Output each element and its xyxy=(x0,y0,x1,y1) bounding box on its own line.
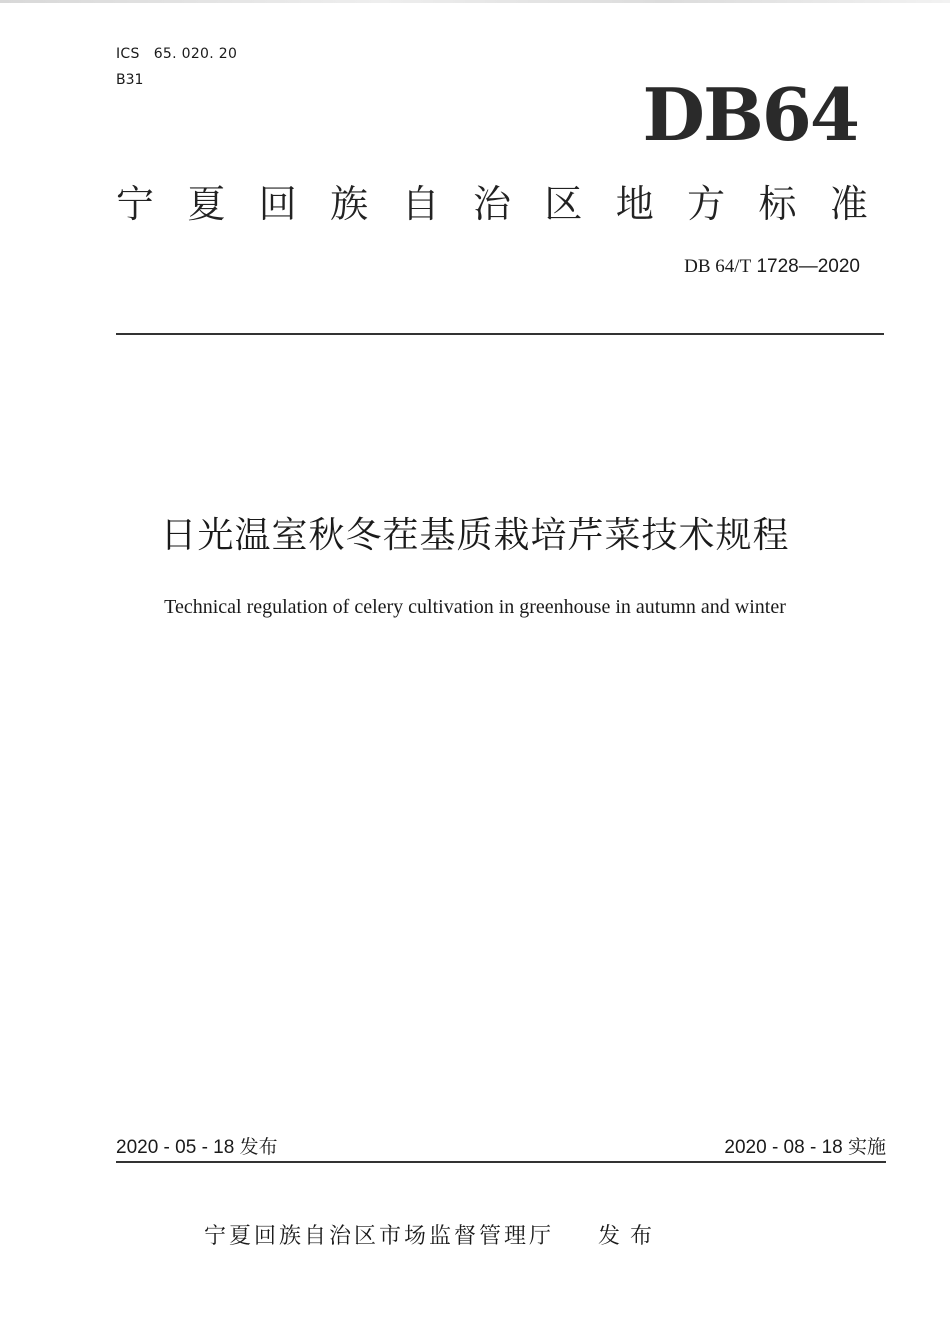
header-divider xyxy=(116,333,884,335)
ics-label: ICS xyxy=(116,46,140,62)
standard-type-char: 宁 xyxy=(116,182,155,226)
standard-type-heading xyxy=(116,176,868,232)
standard-type-char: 治 xyxy=(472,182,511,226)
document-title-chinese: 日光温室秋冬茬基质栽培芹菜技术规程 xyxy=(160,515,790,556)
standard-type-char: 地 xyxy=(615,182,654,226)
scan-edge xyxy=(0,0,950,3)
standard-type-char: 区 xyxy=(544,182,583,226)
document-title-english: Technical regulation of celery cultivation in greenhouse in autumn and winter xyxy=(164,596,786,618)
standard-number xyxy=(684,254,860,280)
ics-classification xyxy=(116,44,237,64)
standard-type-char: 标 xyxy=(758,182,797,226)
issue-date: 2020 - 05 - 18 发布 xyxy=(116,1137,278,1158)
standard-type-char: 准 xyxy=(829,182,868,226)
standard-type-char: 方 xyxy=(687,182,726,226)
standard-type-char: 夏 xyxy=(187,182,226,226)
standard-type-char: 自 xyxy=(401,182,440,226)
footer-divider xyxy=(116,1161,886,1163)
issuer-row xyxy=(204,1220,662,1254)
standard-number-prefix: DB 64/T xyxy=(684,256,752,277)
standard-type-char: 回 xyxy=(258,182,297,226)
ics-code: 65. 020. 20 xyxy=(153,46,238,62)
date-row xyxy=(116,1134,886,1162)
ccs-code: B31 xyxy=(116,72,144,88)
issuer-action: 发布 xyxy=(598,1224,663,1249)
standard-type-char: 族 xyxy=(330,182,369,226)
issuer-name: 宁夏回族自治区市场监督管理厅 xyxy=(204,1224,555,1249)
db-mark-logo: DB64 xyxy=(642,72,858,157)
standard-number-value: 1728—2020 xyxy=(756,256,860,277)
implementation-date: 2020 - 08 - 18 实施 xyxy=(724,1137,886,1158)
